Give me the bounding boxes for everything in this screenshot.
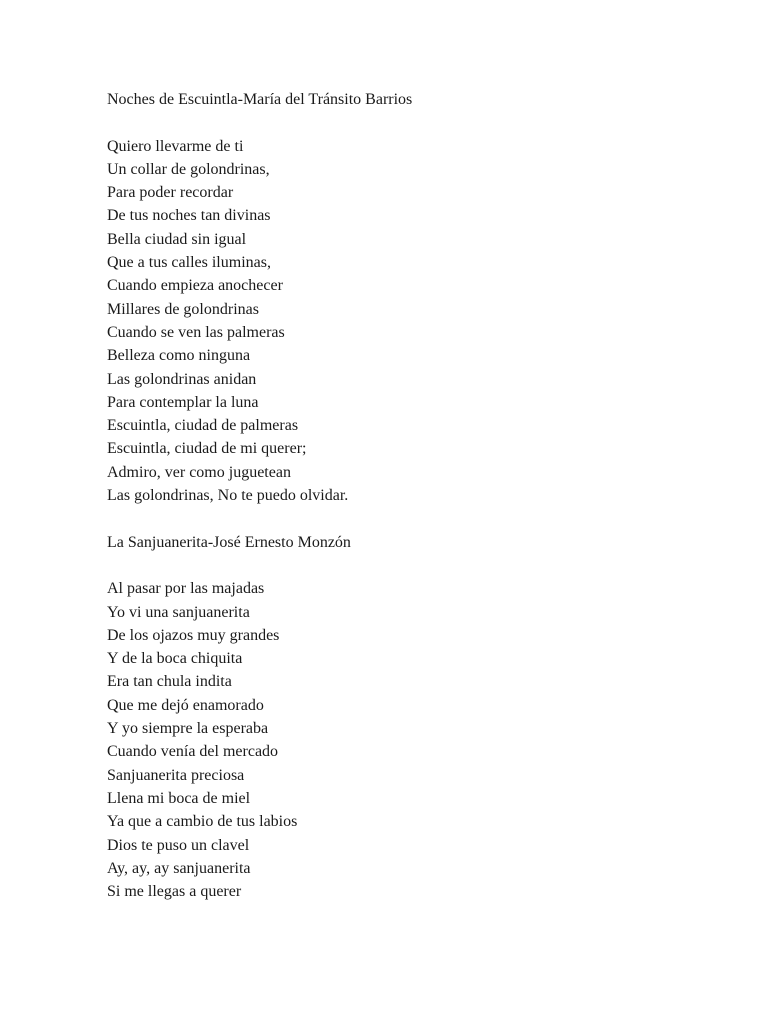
poem-title: La Sanjuanerita-José Ernesto Monzón bbox=[107, 533, 351, 551]
blank-line bbox=[107, 554, 727, 577]
document-body bbox=[107, 88, 727, 903]
poem-line: De tus noches tan divinas bbox=[107, 207, 271, 225]
poem-line: Sanjuanerita preciosa bbox=[107, 766, 245, 784]
blank-line bbox=[107, 111, 727, 134]
poem-line: Quiero llevarme de ti bbox=[107, 137, 244, 155]
poem-line: Bella ciudad sin igual bbox=[107, 230, 247, 248]
poem-line: Era tan chula indita bbox=[107, 673, 232, 691]
poem-title: Noches de Escuintla-María del Tránsito Barrios bbox=[107, 91, 413, 108]
poem-body bbox=[107, 135, 727, 508]
poem-line: Las golondrinas anidan bbox=[107, 370, 257, 388]
poem-line: Cuando venía del mercado bbox=[107, 743, 279, 761]
poem-line: Que a tus calles iluminas, bbox=[107, 254, 271, 272]
poem-line: Para poder recordar bbox=[107, 184, 234, 202]
poem-line: Al pasar por las majadas bbox=[107, 580, 265, 598]
poem-line: Escuintla, ciudad de mi querer; bbox=[107, 440, 307, 458]
poem-line: Belleza como ninguna bbox=[107, 347, 251, 365]
poem-line: Las golondrinas, No te puedo olvidar. bbox=[107, 487, 349, 505]
poem-line: Dios te puso un clavel bbox=[107, 836, 250, 854]
poem-line: Si me llegas a querer bbox=[107, 883, 242, 901]
poem-body bbox=[107, 577, 727, 903]
poem-line: Un collar de golondrinas, bbox=[107, 160, 270, 178]
poem-line: Admiro, ver como juguetean bbox=[107, 463, 291, 481]
poem-line: Ya que a cambio de tus labios bbox=[107, 813, 298, 831]
poem-line: Yo vi una sanjuanerita bbox=[107, 603, 250, 621]
poem-line: Que me dejó enamorado bbox=[107, 696, 264, 714]
poem-line: Y yo siempre la esperaba bbox=[107, 720, 269, 738]
poem-line: Y de la boca chiquita bbox=[107, 650, 243, 668]
poem-line: Para contemplar la luna bbox=[107, 393, 259, 411]
poem-line: Millares de golondrinas bbox=[107, 300, 259, 318]
poem-line: Escuintla, ciudad de palmeras bbox=[107, 417, 299, 435]
poem-line: Ay, ay, ay sanjuanerita bbox=[107, 859, 251, 877]
poem-line: De los ojazos muy grandes bbox=[107, 626, 280, 644]
poem-line: Llena mi boca de miel bbox=[107, 789, 251, 807]
blank-line bbox=[107, 507, 727, 530]
poem-line: Cuando se ven las palmeras bbox=[107, 323, 285, 341]
poem-line: Cuando empieza anochecer bbox=[107, 277, 283, 295]
